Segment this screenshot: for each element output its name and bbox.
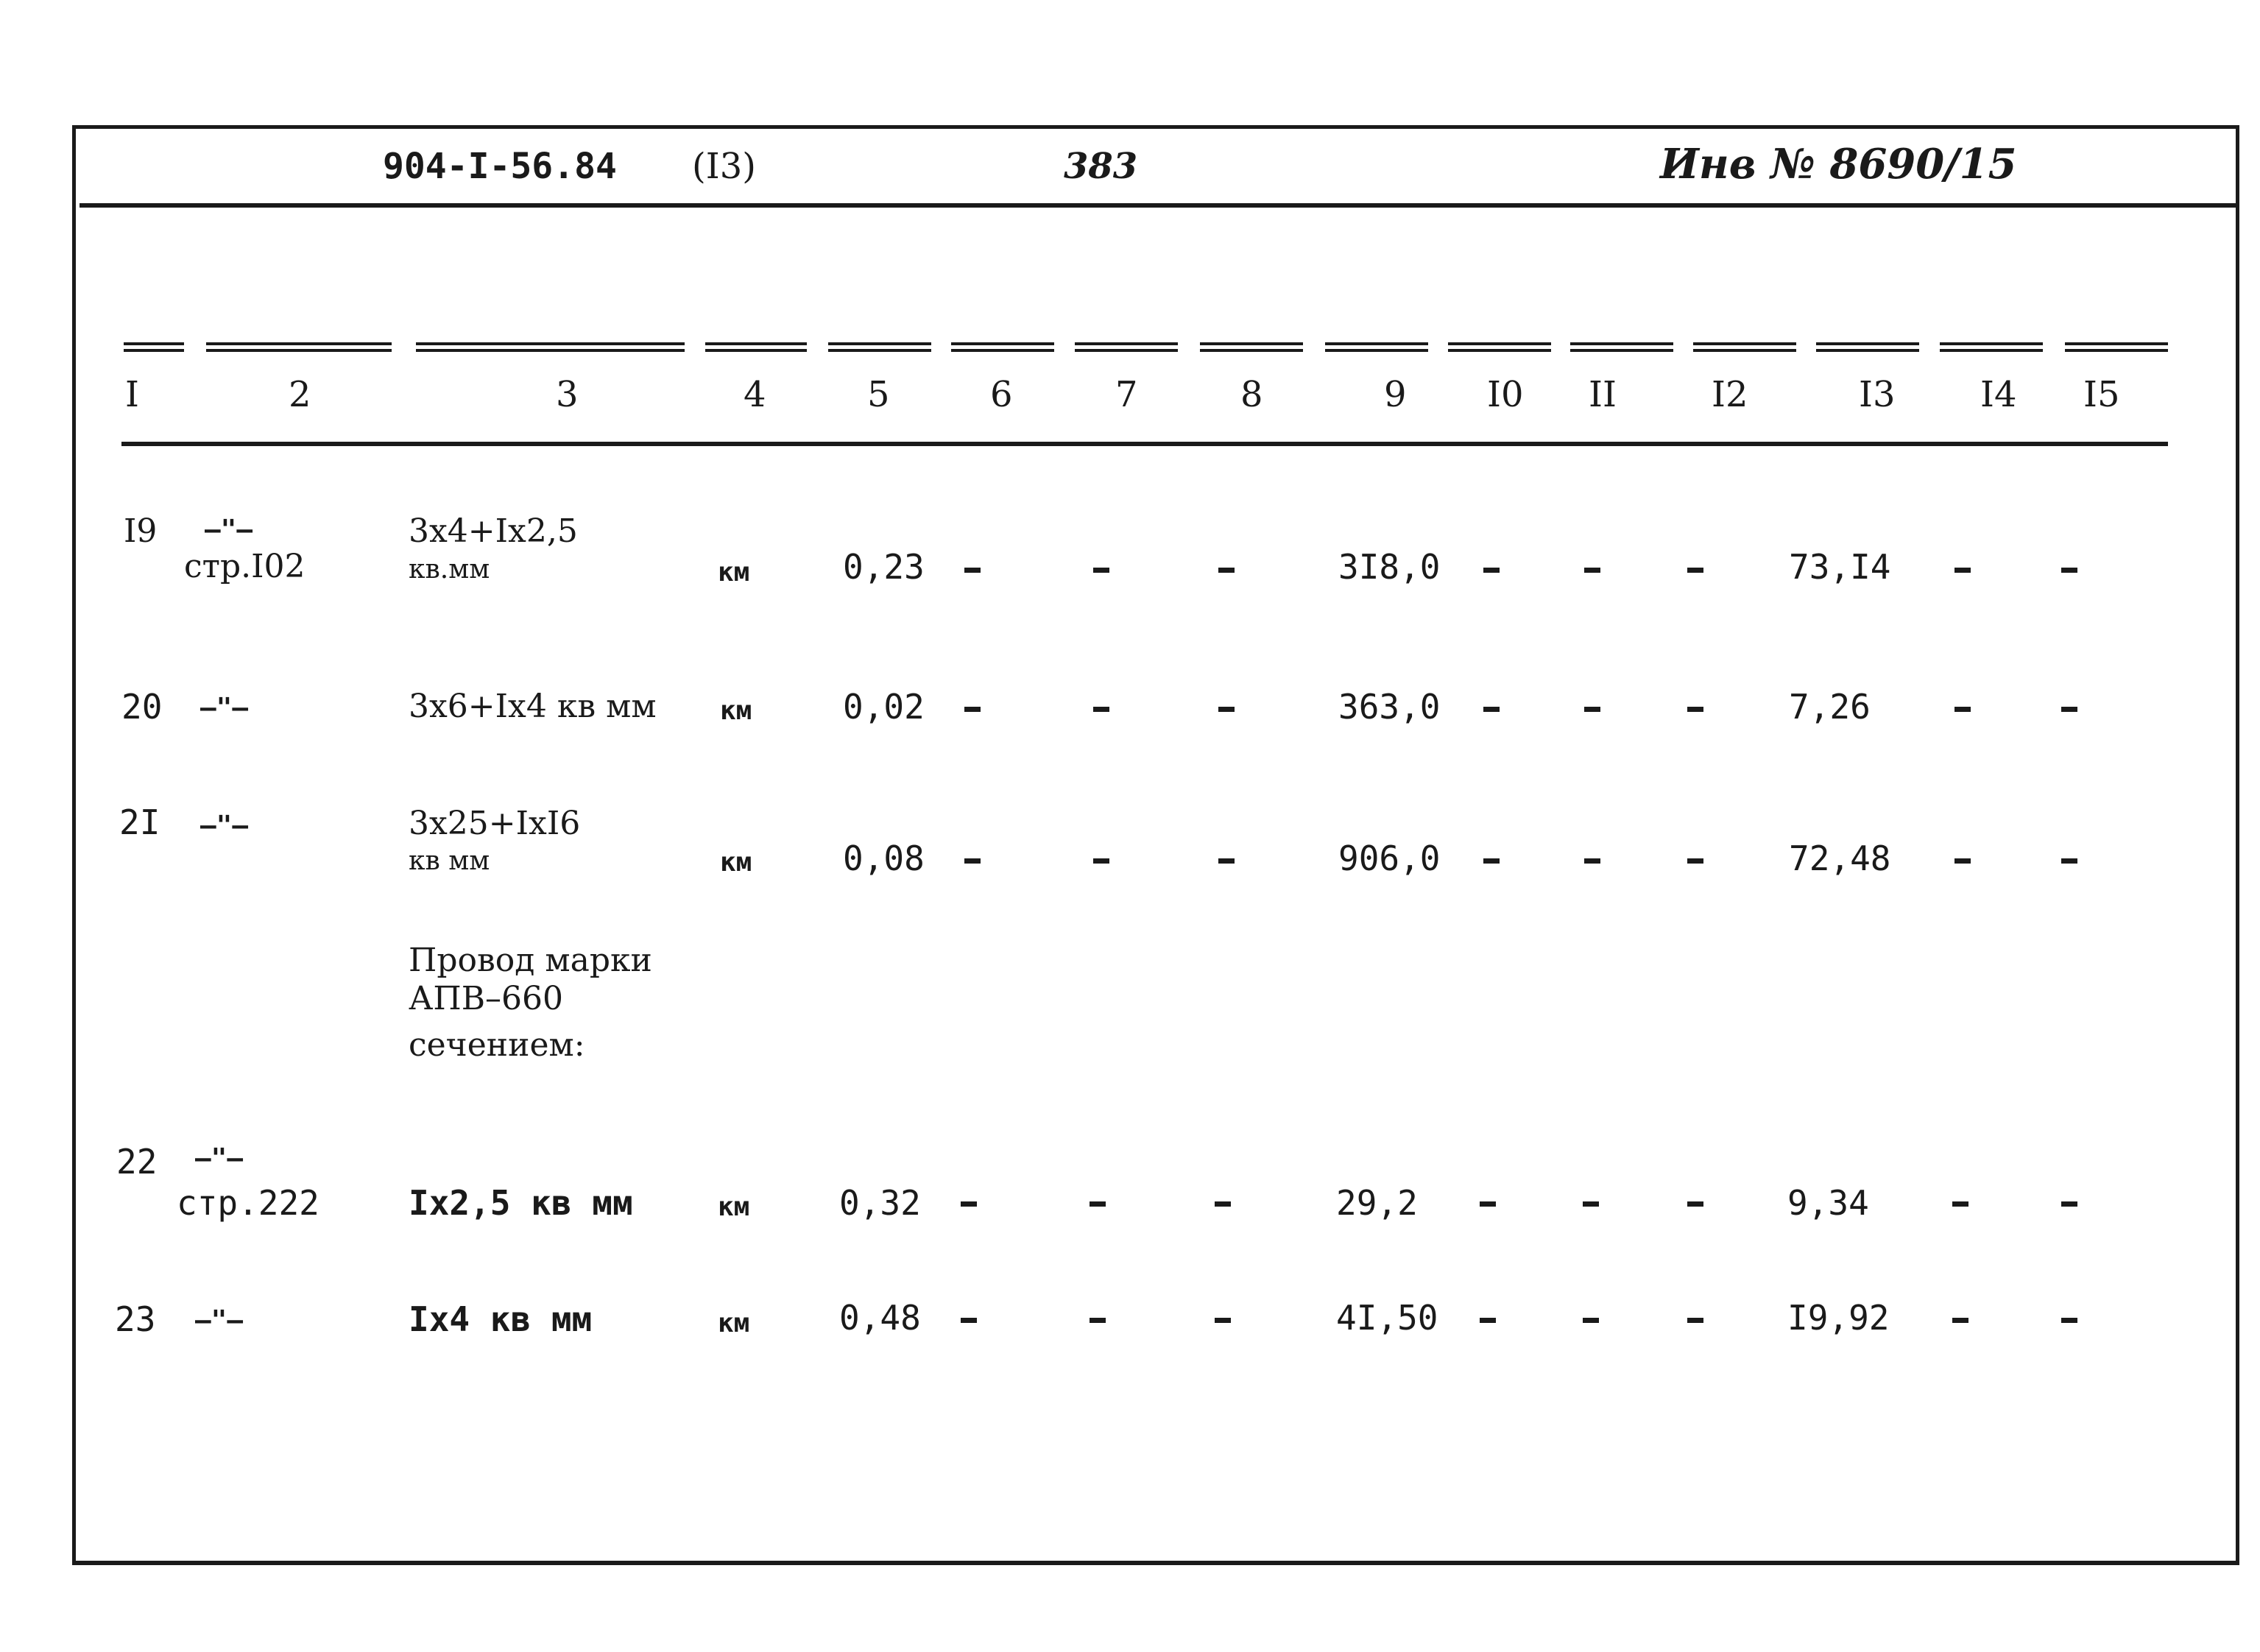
empty-cell-dash — [964, 707, 981, 712]
empty-cell-dash — [1215, 1318, 1231, 1323]
empty-cell-dash — [2061, 1318, 2077, 1323]
empty-cell-dash — [1483, 568, 1500, 573]
empty-cell-dash — [1687, 1318, 1703, 1323]
ditto-mark: –"– — [195, 1143, 244, 1173]
subheading-line: АПВ–660 — [409, 980, 564, 1017]
empty-cell-dash — [1480, 1318, 1496, 1323]
column-number: I4 — [1980, 374, 2017, 415]
unit: км — [718, 1308, 750, 1338]
rule-segment — [1570, 342, 1673, 352]
empty-cell-dash — [1218, 568, 1235, 573]
total: I9,92 — [1787, 1298, 1890, 1338]
row-number: 23 — [115, 1299, 156, 1339]
row-number: I9 — [124, 512, 158, 550]
ditto-mark: –"– — [200, 693, 249, 723]
rule-segment — [1075, 342, 1178, 352]
cable-unit: кв.мм — [409, 554, 490, 585]
rule-segment — [705, 342, 807, 352]
rule-segment — [828, 342, 931, 352]
empty-cell-dash — [2061, 1201, 2077, 1207]
total: 73,I4 — [1789, 547, 1891, 587]
inventory-underline — [1660, 205, 2234, 207]
empty-cell-dash — [1093, 568, 1109, 573]
empty-cell-dash — [1954, 568, 1971, 573]
column-number: 9 — [1384, 374, 1407, 415]
cable-section: Iх2,5 кв мм — [409, 1183, 633, 1223]
column-number: II — [1589, 374, 1617, 415]
rule-segment — [1940, 342, 2043, 352]
document-code: 904-I-56.84 — [383, 146, 617, 187]
empty-cell-dash — [1687, 568, 1703, 573]
empty-cell-dash — [1483, 858, 1500, 864]
empty-cell-dash — [1215, 1201, 1231, 1207]
column-number: 2 — [289, 374, 311, 415]
total: 7,26 — [1789, 687, 1871, 727]
empty-cell-dash — [1218, 858, 1235, 864]
column-number: 7 — [1115, 374, 1138, 415]
total: 9,34 — [1787, 1183, 1869, 1223]
empty-cell-dash — [2061, 568, 2077, 573]
unit-price: 906,0 — [1338, 839, 1441, 878]
column-number: 5 — [867, 374, 890, 415]
rule-segment — [1325, 342, 1428, 352]
empty-cell-dash — [2061, 858, 2077, 864]
empty-cell-dash — [1954, 858, 1971, 864]
cable-section: 3х25+IхI6 — [409, 805, 581, 842]
empty-cell-dash — [1090, 1318, 1106, 1323]
column-number: 8 — [1240, 374, 1263, 415]
row-number: 22 — [116, 1142, 158, 1182]
unit: км — [720, 847, 752, 878]
page-reference: стр.I02 — [184, 548, 306, 585]
quantity: 0,48 — [839, 1298, 921, 1338]
empty-cell-dash — [2061, 707, 2077, 712]
row-number: 2I — [119, 802, 160, 842]
rule-segment — [1448, 342, 1551, 352]
rule-segment — [1816, 342, 1919, 352]
unit-price: 4I,50 — [1336, 1298, 1438, 1338]
empty-cell-dash — [1093, 707, 1109, 712]
empty-cell-dash — [1584, 568, 1600, 573]
ditto-mark: –"– — [195, 1305, 244, 1335]
unit-price: 3I8,0 — [1338, 547, 1441, 587]
empty-cell-dash — [1483, 707, 1500, 712]
empty-cell-dash — [1952, 1201, 1968, 1207]
page-number: 383 — [1064, 146, 1138, 187]
empty-cell-dash — [1583, 1318, 1599, 1323]
unit: км — [718, 557, 750, 587]
empty-cell-dash — [964, 858, 981, 864]
empty-cell-dash — [1687, 858, 1703, 864]
column-header-top-rule — [0, 342, 2260, 356]
empty-cell-dash — [1093, 858, 1109, 864]
column-number: I2 — [1712, 374, 1748, 415]
empty-cell-dash — [1687, 1201, 1703, 1207]
row-number: 20 — [121, 687, 163, 727]
subheading-line: сечением: — [409, 1026, 585, 1064]
empty-cell-dash — [964, 568, 981, 573]
inventory-number: Инв № 8690/15 — [1660, 140, 2017, 188]
empty-cell-dash — [961, 1201, 977, 1207]
rule-segment — [951, 342, 1054, 352]
rule-segment — [206, 342, 392, 352]
quantity: 0,23 — [843, 547, 925, 587]
empty-cell-dash — [1954, 707, 1971, 712]
ditto-mark: –"– — [205, 515, 253, 545]
column-number: 4 — [744, 374, 766, 415]
rule-segment — [124, 342, 184, 352]
empty-cell-dash — [1480, 1201, 1496, 1207]
cable-section: 3х6+Iх4 кв мм — [409, 688, 657, 725]
empty-cell-dash — [1584, 858, 1600, 864]
rule-segment — [1693, 342, 1796, 352]
rule-segment — [2065, 342, 2168, 352]
empty-cell-dash — [1584, 707, 1600, 712]
rule-segment — [416, 342, 685, 352]
cable-unit: кв мм — [409, 846, 490, 876]
sheet-number: (I3) — [692, 146, 756, 187]
empty-cell-dash — [1218, 707, 1235, 712]
ditto-mark: –"– — [200, 811, 249, 841]
column-number: 3 — [556, 374, 579, 415]
total: 72,48 — [1789, 839, 1891, 878]
unit-price: 363,0 — [1338, 687, 1441, 727]
empty-cell-dash — [1583, 1201, 1599, 1207]
quantity: 0,08 — [843, 839, 925, 878]
empty-cell-dash — [1090, 1201, 1106, 1207]
rule-segment — [1200, 342, 1303, 352]
unit: км — [720, 696, 752, 726]
column-number: I5 — [2083, 374, 2120, 415]
subheading-line: Провод марки — [409, 942, 652, 979]
unit-price: 29,2 — [1336, 1183, 1418, 1223]
column-number: I0 — [1487, 374, 1524, 415]
column-header-bottom-rule — [121, 442, 2168, 446]
column-number: I3 — [1859, 374, 1896, 415]
page-reference: стр.222 — [177, 1183, 319, 1223]
empty-cell-dash — [1952, 1318, 1968, 1323]
empty-cell-dash — [1687, 707, 1703, 712]
cable-section: 3х4+Iх2,5 — [409, 512, 578, 550]
quantity: 0,32 — [839, 1183, 921, 1223]
quantity: 0,02 — [843, 687, 925, 727]
column-number: I — [125, 374, 139, 415]
cable-section: Iх4 кв мм — [409, 1299, 593, 1339]
empty-cell-dash — [961, 1318, 977, 1323]
column-number: 6 — [990, 374, 1013, 415]
sheet-frame — [72, 125, 2239, 1565]
unit: км — [718, 1192, 750, 1222]
